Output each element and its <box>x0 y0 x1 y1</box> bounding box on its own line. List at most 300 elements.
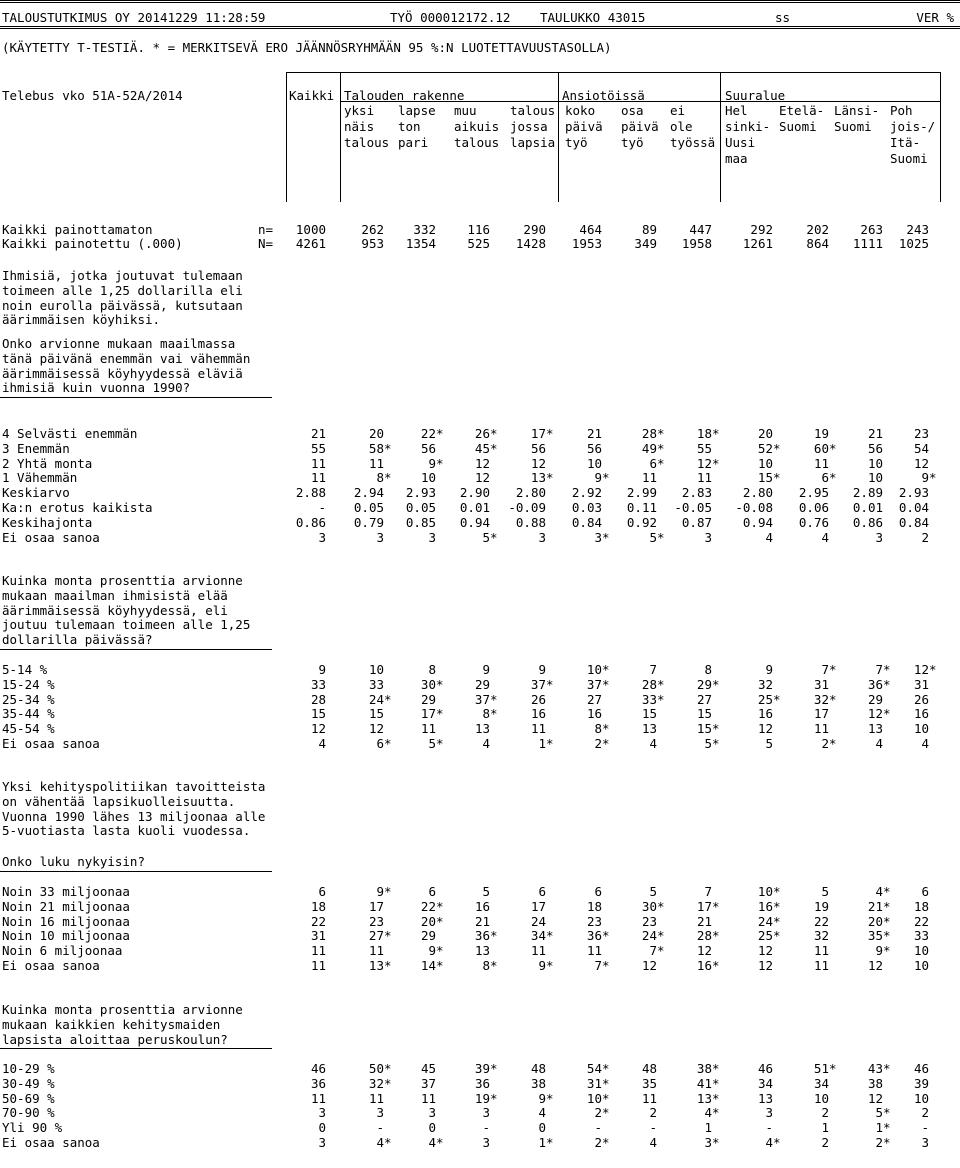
cell-value: 37 <box>420 1075 436 1091</box>
cell-value: 28* <box>641 426 665 441</box>
cell-value: 12 <box>641 958 657 973</box>
cell-value: 0.04 <box>898 500 929 515</box>
cell-value: 58* <box>368 440 392 456</box>
cell-value: 864 <box>806 236 829 251</box>
cell-value: 9 <box>765 662 773 677</box>
cell-value: 32* <box>813 691 837 707</box>
cell-value: 37* <box>586 676 610 692</box>
cell-value: 27 <box>696 691 712 707</box>
cell-value: 0.84 <box>898 514 929 530</box>
cell-value: 11 <box>368 943 384 959</box>
cell-value: 6 <box>428 884 436 899</box>
cell-value: 39* <box>474 1061 498 1076</box>
cell-value: 13* <box>530 470 554 486</box>
cell-value: 38 <box>867 1075 883 1091</box>
cell-value: 3 <box>318 529 326 545</box>
top-rule <box>0 0 960 3</box>
cell-value: 18 <box>586 898 602 914</box>
cell-value: 10* <box>586 1090 610 1106</box>
cell-value: 39 <box>913 1075 929 1091</box>
cell-value: 12 <box>757 958 773 973</box>
cell-value: 525 <box>467 236 490 251</box>
cell-value: 116 <box>467 222 490 237</box>
section-intro-text: Yksi kehityspolitiikan tavoitteista on vähentää lapsikuolleisuutta. Vuonna 1990 lähes 13 miljoonaa alle 5-vuotiasta lasta kuoli vuodessa. <box>2 779 266 839</box>
cell-value: 4 <box>649 1135 657 1150</box>
cell-value: 11 <box>641 470 657 486</box>
cell-value: 51* <box>813 1061 837 1076</box>
cell-value: 17 <box>813 706 829 722</box>
cell-value: 48 <box>530 1061 546 1076</box>
cell-value: 45 <box>420 1061 436 1076</box>
cell-value: 0.88 <box>515 514 546 530</box>
cell-value: 13 <box>474 721 490 737</box>
cell-value: 6 <box>921 884 929 899</box>
cell-value: 17 <box>368 898 384 914</box>
row-label: 45-54 % <box>2 721 55 737</box>
cell-value: 11 <box>813 721 829 737</box>
report-ss: ss <box>775 10 791 25</box>
cell-value: 17* <box>696 898 720 914</box>
cell-value: 34 <box>813 1075 829 1091</box>
subcolumn-header: osa päivä työ <box>621 103 659 150</box>
cell-value: 10 <box>867 470 883 486</box>
cell-value: 0.92 <box>626 514 657 530</box>
cell-value: 0.94 <box>459 514 490 530</box>
cell-value: 4 <box>649 736 657 751</box>
cell-value: 23 <box>368 913 384 929</box>
cell-value: 3 <box>376 1105 384 1121</box>
cell-value: 11 <box>368 1090 384 1106</box>
row-label: Ei osaa sanoa <box>2 529 100 545</box>
cell-value: 11 <box>310 1090 326 1106</box>
cell-value: 5* <box>704 736 720 751</box>
cell-value: 43* <box>867 1061 891 1076</box>
cell-value: 2 <box>821 1105 829 1121</box>
cell-value: 60* <box>813 440 837 456</box>
cell-value: 6* <box>376 736 392 751</box>
cell-value: 33* <box>641 691 665 707</box>
cell-value: 4261 <box>295 236 326 251</box>
cell-value: 9* <box>594 470 610 486</box>
cell-value: 0.01 <box>459 500 490 515</box>
header-divider <box>340 72 341 202</box>
cell-value: 52* <box>757 440 781 456</box>
row-label: 4 Selvästi enemmän <box>2 426 138 441</box>
subcolumn-header: talous jossa lapsia <box>510 103 556 150</box>
cell-value: 54 <box>913 440 929 456</box>
cell-value: 12 <box>696 943 712 959</box>
cell-value: 26 <box>913 691 929 707</box>
cell-value: 0.87 <box>681 514 712 530</box>
base-code: N= <box>258 236 274 251</box>
cell-value: 0.05 <box>405 500 436 515</box>
cell-value: -0.09 <box>508 500 546 515</box>
cell-value: 28 <box>310 691 326 707</box>
cell-value: 3 <box>318 1105 326 1121</box>
cell-value: 38* <box>696 1061 720 1076</box>
cell-value: 25* <box>757 691 781 707</box>
cell-value: 2 <box>649 1105 657 1121</box>
cell-value: 36 <box>310 1075 326 1091</box>
cell-value: 46 <box>913 1061 929 1076</box>
cell-value: 3 <box>428 1105 436 1121</box>
cell-value: 21* <box>867 898 891 914</box>
cell-value: 55 <box>310 440 326 456</box>
cell-value: 0 <box>428 1120 436 1136</box>
cell-value: 56 <box>586 440 602 456</box>
cell-value: 9 <box>482 662 490 677</box>
cell-value: 9* <box>428 455 444 471</box>
cell-value: 28* <box>641 676 665 692</box>
header-divider <box>940 72 941 202</box>
cell-value: 2.93 <box>405 485 436 501</box>
row-label: Keskiarvo <box>2 485 70 501</box>
row-label: 35-44 % <box>2 706 55 722</box>
cell-value: 11 <box>813 958 829 973</box>
cell-value: - <box>594 1120 602 1136</box>
cell-value: 29* <box>696 676 720 692</box>
question-underline <box>0 397 272 398</box>
row-label: Noin 10 miljoonaa <box>2 928 130 944</box>
header-divider <box>720 72 721 202</box>
row-label: 70-90 % <box>2 1105 55 1121</box>
cell-value: 464 <box>579 222 602 237</box>
cell-value: 15 <box>368 706 384 722</box>
cell-value: 2.93 <box>898 485 929 501</box>
cell-value: 14* <box>420 958 444 973</box>
cell-value: 22* <box>420 426 444 441</box>
cell-value: 30* <box>641 898 665 914</box>
cell-value: 4 <box>765 529 773 545</box>
cell-value: 4* <box>765 1135 781 1150</box>
cell-value: 29 <box>867 691 883 707</box>
cell-value: 24* <box>368 691 392 707</box>
cell-value: 0.86 <box>852 514 883 530</box>
cell-value: 3 <box>376 529 384 545</box>
cell-value: 10* <box>586 662 610 677</box>
cell-value: 3 <box>704 529 712 545</box>
cell-value: 2.80 <box>742 485 773 501</box>
report-version: VER % <box>916 10 954 25</box>
cell-value: 35 <box>641 1075 657 1091</box>
cell-value: 54* <box>586 1061 610 1076</box>
cell-value: 9* <box>921 470 937 486</box>
cell-value: 4* <box>428 1135 444 1150</box>
cell-value: 447 <box>689 222 712 237</box>
cell-value: 22* <box>420 898 444 914</box>
cell-value: 18 <box>310 898 326 914</box>
cell-value: 27* <box>368 928 392 944</box>
cell-value: 349 <box>634 236 657 251</box>
cell-value: 26* <box>474 426 498 441</box>
cell-value: 15 <box>696 706 712 722</box>
cell-value: 17* <box>420 706 444 722</box>
cell-value: 4* <box>376 1135 392 1150</box>
cell-value: 1025 <box>898 236 929 251</box>
cell-value: 10 <box>757 455 773 471</box>
cell-value: 19* <box>474 1090 498 1106</box>
cell-value: 10 <box>368 662 384 677</box>
question-text: Onko arvionne mukaan maailmassa tänä päivänä enemmän vai vähemmän äärimmäisessä köyhyydessä eläviä ihmisiä kuin vuonna 1990? <box>2 336 251 396</box>
cell-value: 1261 <box>742 236 773 251</box>
cell-value: 33 <box>913 928 929 944</box>
cell-value: - <box>318 500 326 515</box>
cell-value: 36* <box>586 928 610 944</box>
cell-value: 3 <box>765 1105 773 1121</box>
cell-value: 26 <box>530 691 546 707</box>
cell-value: 20* <box>420 913 444 929</box>
cell-value: 1958 <box>681 236 712 251</box>
question-underline <box>0 1048 272 1049</box>
cell-value: 2 <box>821 1135 829 1150</box>
cell-value: 953 <box>361 236 384 251</box>
header-rule <box>0 26 960 29</box>
cell-value: 56 <box>867 440 883 456</box>
cell-value: 10 <box>420 470 436 486</box>
cell-value: 20 <box>368 426 384 441</box>
cell-value: 9* <box>875 943 891 959</box>
cell-value: 36* <box>867 676 891 692</box>
cell-value: 48 <box>641 1061 657 1076</box>
row-label: Ka:n erotus kaikista <box>2 500 153 515</box>
cell-value: 37* <box>474 691 498 707</box>
cell-value: 11 <box>586 943 602 959</box>
cell-value: 5* <box>875 1105 891 1121</box>
cell-value: 13 <box>641 721 657 737</box>
cell-value: 56 <box>420 440 436 456</box>
cell-value: 290 <box>523 222 546 237</box>
cell-value: 35* <box>867 928 891 944</box>
cell-value: 1000 <box>295 222 326 237</box>
cell-value: 0 <box>318 1120 326 1136</box>
cell-value: 10 <box>867 455 883 471</box>
group-region: Suuralue <box>725 88 786 103</box>
cell-value: 16 <box>757 706 773 722</box>
cell-value: 16 <box>586 706 602 722</box>
cell-value: 1* <box>538 1135 554 1150</box>
cell-value: 32 <box>813 928 829 944</box>
cell-value: 21 <box>696 913 712 929</box>
cell-value: 4 <box>538 1105 546 1121</box>
cell-value: 6* <box>649 455 665 471</box>
cell-value: 2.88 <box>295 485 326 501</box>
cell-value: 24* <box>641 928 665 944</box>
cell-value: 12 <box>757 943 773 959</box>
cell-value: 10 <box>586 455 602 471</box>
cell-value: 2.92 <box>571 485 602 501</box>
group-employment: Ansiotöissä <box>562 88 645 103</box>
cell-value: 12 <box>368 721 384 737</box>
cell-value: 8 <box>428 662 436 677</box>
cell-value: - <box>765 1120 773 1136</box>
cell-value: 33 <box>368 676 384 692</box>
cell-value: 23 <box>586 913 602 929</box>
cell-value: 7* <box>821 662 837 677</box>
cell-value: 16* <box>696 958 720 973</box>
cell-value: 12* <box>867 706 891 722</box>
cell-value: 6 <box>538 884 546 899</box>
cell-value: - <box>376 1120 384 1136</box>
cell-value: 4 <box>318 736 326 751</box>
cell-value: 6 <box>318 884 326 899</box>
cell-value: 16 <box>913 706 929 722</box>
cell-value: 29 <box>420 691 436 707</box>
row-label: Noin 16 miljoonaa <box>2 913 130 929</box>
row-label: Noin 33 miljoonaa <box>2 884 130 899</box>
cell-value: 19 <box>813 898 829 914</box>
cell-value: 332 <box>413 222 436 237</box>
cell-value: 3 <box>428 529 436 545</box>
cell-value: 202 <box>806 222 829 237</box>
cell-value: 0.94 <box>742 514 773 530</box>
cell-value: 9 <box>318 662 326 677</box>
cell-value: 1 <box>704 1120 712 1136</box>
cell-value: -0.08 <box>735 500 773 515</box>
cell-value: 55 <box>696 440 712 456</box>
intro-text: Ihmisiä, jotka joutuvat tulemaan toimeen alle 1,25 dollarilla eli noin eurolla päivässä, kutsutaan äärimmäisen köyhiksi. <box>2 268 243 328</box>
cell-value: 2* <box>821 736 837 751</box>
cell-value: 31* <box>586 1075 610 1091</box>
cell-value: 1953 <box>571 236 602 251</box>
cell-value: 2.94 <box>353 485 384 501</box>
cell-value: 17 <box>530 898 546 914</box>
cell-value: 2.95 <box>798 485 829 501</box>
cell-value: 33 <box>310 676 326 692</box>
subcolumn-header: Etelä- Suomi <box>779 103 825 134</box>
cell-value: 21 <box>867 426 883 441</box>
cell-value: 11 <box>420 1090 436 1106</box>
cell-value: 9* <box>376 884 392 899</box>
cell-value: 4 <box>482 736 490 751</box>
cell-value: 16 <box>474 898 490 914</box>
question-text: Onko luku nykyisin? <box>2 854 145 869</box>
base-code: n= <box>258 222 274 237</box>
cell-value: 7* <box>594 958 610 973</box>
cell-value: 11 <box>641 1090 657 1106</box>
row-label: 30-49 % <box>2 1075 55 1091</box>
cell-value: 7 <box>649 662 657 677</box>
cell-value: 46 <box>757 1061 773 1076</box>
question-text: Kuinka monta prosenttia arvionne mukaan kaikkien kehitysmaiden lapsista aloittaa peruskoulun? <box>2 1002 243 1047</box>
col-all: Kaikki <box>289 88 335 103</box>
question-underline <box>0 649 272 650</box>
subcolumn-header: koko päivä työ <box>565 103 603 150</box>
row-label: 15-24 % <box>2 676 55 692</box>
cell-value: 4 <box>921 736 929 751</box>
cell-value: 7* <box>875 662 891 677</box>
cell-value: 7 <box>704 884 712 899</box>
cell-value: 11 <box>530 721 546 737</box>
cell-value: 89 <box>641 222 657 237</box>
cell-value: 8* <box>482 958 498 973</box>
row-label: 2 Yhtä monta <box>2 455 93 471</box>
cell-value: 13 <box>474 943 490 959</box>
cell-value: 10 <box>913 1090 929 1106</box>
cell-value: 8 <box>704 662 712 677</box>
cell-value: 22 <box>913 913 929 929</box>
cell-value: 12* <box>913 662 937 677</box>
cell-value: 12 <box>913 455 929 471</box>
cell-value: 13* <box>368 958 392 973</box>
cell-value: 8* <box>482 706 498 722</box>
cell-value: 4* <box>704 1105 720 1121</box>
cell-value: 12 <box>530 455 546 471</box>
cell-value: 11 <box>310 958 326 973</box>
cell-value: 32 <box>757 676 773 692</box>
cell-value: 5* <box>482 529 498 545</box>
cell-value: 5 <box>649 884 657 899</box>
question-underline <box>0 871 272 872</box>
row-label: 1 Vähemmän <box>2 470 78 486</box>
cell-value: 2* <box>594 1135 610 1150</box>
row-label: Ei osaa sanoa <box>2 1135 100 1150</box>
cell-value: 49* <box>641 440 665 456</box>
cell-value: 3* <box>704 1135 720 1150</box>
row-label: Kaikki painotettu (.000) <box>2 236 183 251</box>
cell-value: 37* <box>530 676 554 692</box>
cell-value: 5* <box>428 736 444 751</box>
cell-value: 1354 <box>405 236 436 251</box>
cell-value: 0 <box>538 1120 546 1136</box>
cell-value: 1* <box>538 736 554 751</box>
cell-value: 2.99 <box>626 485 657 501</box>
report-header-left: TALOUSTUTKIMUS OY 20141229 11:28:59 <box>2 10 266 25</box>
cell-value: 11 <box>530 943 546 959</box>
cell-value: 12 <box>310 721 326 737</box>
cell-value: 11 <box>813 943 829 959</box>
cell-value: 9* <box>538 1090 554 1106</box>
cell-value: 12 <box>867 958 883 973</box>
cell-value: 262 <box>361 222 384 237</box>
cell-value: 31 <box>310 928 326 944</box>
report-table-number: TAULUKKO 43015 <box>540 10 646 25</box>
cell-value: 2* <box>875 1135 891 1150</box>
cell-value: 25* <box>757 928 781 944</box>
cell-value: 1111 <box>852 236 883 251</box>
cell-value: 0.05 <box>353 500 384 515</box>
cell-value: 13 <box>867 721 883 737</box>
cell-value: 3* <box>594 529 610 545</box>
cell-value: 0.79 <box>353 514 384 530</box>
cell-value: 1428 <box>515 236 546 251</box>
cell-value: 5 <box>821 884 829 899</box>
cell-value: 34* <box>530 928 554 944</box>
row-label: Ei osaa sanoa <box>2 736 100 751</box>
cell-value: 2.90 <box>459 485 490 501</box>
cell-value: 4* <box>875 884 891 899</box>
cell-value: 46 <box>310 1061 326 1076</box>
cell-value: 29 <box>420 928 436 944</box>
cell-value: 11 <box>310 943 326 959</box>
cell-value: 11 <box>420 721 436 737</box>
row-label: Noin 6 miljoonaa <box>2 943 123 959</box>
subcolumn-header: yksi näis talous <box>344 103 390 150</box>
cell-value: 16 <box>530 706 546 722</box>
cell-value: 36 <box>474 1075 490 1091</box>
cell-value: 0.03 <box>571 500 602 515</box>
cell-value: 45* <box>474 440 498 456</box>
cell-value: 5 <box>765 736 773 751</box>
cell-value: -0.05 <box>674 500 712 515</box>
subcolumn-header: Hel sinki- Uusi maa <box>725 103 771 166</box>
cell-value: 22 <box>813 913 829 929</box>
cell-value: 11 <box>310 470 326 486</box>
cell-value: 13 <box>757 1090 773 1106</box>
cell-value: 292 <box>750 222 773 237</box>
header-divider <box>558 72 559 202</box>
significance-note: (KÄYTETTY T-TESTIÄ. * = MERKITSEVÄ ERO JÄÄNNÖSRYHMÄÄN 95 %:N LUOTETTAVUUSTASOLLA) <box>2 40 612 55</box>
cell-value: 21 <box>586 426 602 441</box>
